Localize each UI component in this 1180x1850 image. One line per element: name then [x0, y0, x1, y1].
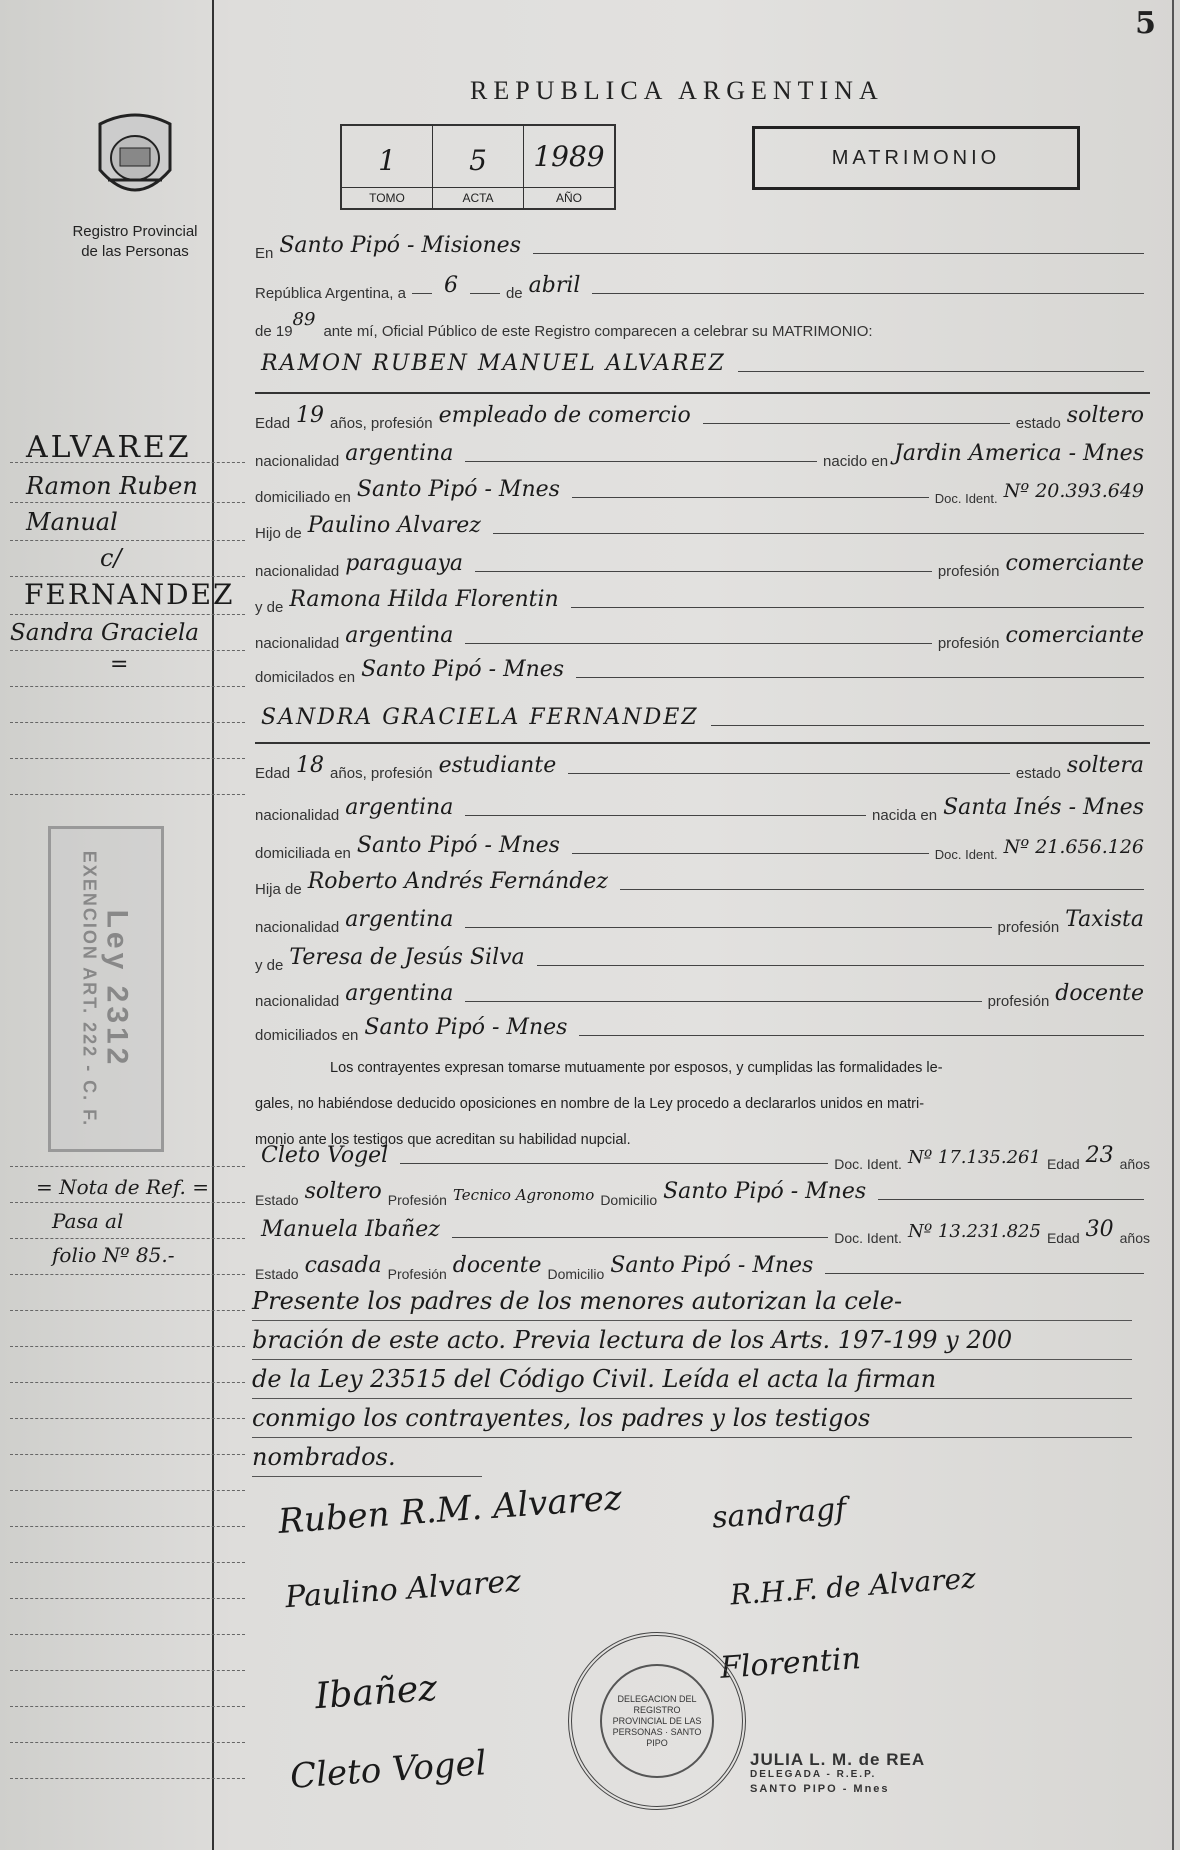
reference-note-line-2: Pasa al: [52, 1209, 124, 1233]
doc-label: Doc. Ident.: [934, 491, 998, 506]
domicilados-label: domicilados en: [255, 669, 356, 686]
bride-name: SANDRA GRACIELA FERNANDEZ: [261, 705, 699, 730]
signature-groom-mother: R.H.F. de Alvarez: [729, 1561, 977, 1612]
groom-edad: 19: [296, 403, 325, 428]
groom-nacionalidad: argentina: [345, 441, 454, 466]
domiciliado-label: domiciliado en: [255, 489, 351, 506]
groom-father-nac-row: [255, 546, 1150, 580]
groom-doc: Nº 20.393.649: [1003, 480, 1144, 502]
groom-nacido-en: Jardin America - Mnes: [894, 441, 1144, 466]
doc-label: Doc. Ident.: [934, 847, 998, 862]
margin-rule: [10, 1310, 245, 1311]
margin-given-1b: Manual: [26, 508, 118, 536]
groom-domicilio: Santo Pipó - Mnes: [356, 477, 560, 502]
profesion-label: Profesión: [387, 1266, 447, 1282]
bride-mother-nac: argentina: [345, 981, 454, 1006]
witness-2-domicilio: Santo Pipó - Mnes: [610, 1253, 814, 1278]
margin-rule: [10, 1742, 245, 1743]
edad-label: Edad: [255, 415, 291, 432]
page-number: 5: [1135, 6, 1156, 41]
estado-label: estado: [1015, 415, 1061, 432]
declaration-line-1: Los contrayentes expresan tomarse mutuamente por esposos, y cumplidas las formalidades le-: [330, 1060, 943, 1076]
bride-father: Roberto Andrés Fernández: [307, 869, 608, 894]
margin-rule: [10, 1562, 245, 1563]
acta-label: ACTA: [433, 187, 523, 208]
signature-witness-2: Ibañez: [313, 1667, 439, 1718]
bride-mother-nac-row: [255, 976, 1150, 1010]
witness-2-edad: 30: [1085, 1217, 1114, 1242]
registry-line-1: Registro Provincial: [72, 223, 198, 240]
margin-rule: [10, 1634, 245, 1635]
witness-2-profesion: docente: [452, 1253, 542, 1278]
bride-nacionalidad: argentina: [345, 795, 454, 820]
groom-father-prof: comerciante: [1005, 551, 1144, 576]
groom-mother-nac-row: [255, 618, 1150, 652]
margin-rule: [10, 794, 245, 795]
seal-inner: [600, 1664, 714, 1778]
bride-estado: soltera: [1066, 753, 1144, 778]
groom-mother: Ramona Hilda Florentin: [289, 587, 559, 612]
margin-rule: [10, 650, 245, 651]
groom-profesion: empleado de comercio: [438, 403, 691, 428]
domicilio-label: Domicilio: [547, 1266, 605, 1282]
year-value: 89: [292, 309, 316, 330]
estado-label: Estado: [255, 1192, 299, 1208]
de-label: de: [505, 285, 523, 302]
margin-rule: [10, 1274, 245, 1275]
nacido-label: nacido en: [823, 453, 889, 470]
tomo-cell: [342, 126, 433, 208]
doc-label: Doc. Ident.: [834, 1230, 902, 1246]
acta-cell: [433, 126, 524, 208]
reference-note-line-3: folio Nº 85.-: [52, 1243, 175, 1267]
margin-rule: [10, 1490, 245, 1491]
estado-label: estado: [1015, 765, 1061, 782]
witness-1-estado: soltero: [304, 1179, 382, 1204]
stamp-exemption: EXENCION ART. 222 - C. F.: [79, 850, 100, 1128]
nacionalidad-label: nacionalidad: [255, 635, 340, 652]
signature-groom: Ruben R.M. Alvarez: [277, 1478, 624, 1542]
tomo-label: TOMO: [342, 187, 432, 208]
margin-rule: [10, 1526, 245, 1527]
en-label: En: [255, 245, 274, 262]
witness-1-detail-row: [255, 1174, 1150, 1208]
witness-1-domicilio: Santo Pipó - Mnes: [663, 1179, 867, 1204]
bride-parents-dom: Santo Pipó - Mnes: [364, 1015, 568, 1040]
bride-name-row: [255, 700, 1150, 734]
notes-block: [252, 1282, 1132, 1477]
official-place: SANTO PIPO - Mnes: [750, 1783, 890, 1795]
profesion-label: profesión: [987, 993, 1050, 1010]
day-value: 6: [443, 273, 458, 298]
record-type-box: [752, 126, 1080, 190]
witness-2-estado: casada: [304, 1253, 382, 1278]
margin-equals: =: [110, 652, 129, 677]
bride-profesion: estudiante: [438, 753, 557, 778]
groom-father-row: [255, 508, 1150, 542]
margin-surname-1: ALVAREZ: [26, 430, 192, 465]
margin-rule-right: [1172, 0, 1174, 1850]
bride-edad: 18: [296, 753, 325, 778]
groom-name: RAMON RUBEN MANUEL ALVAREZ: [261, 351, 726, 376]
registry-name: [40, 222, 230, 262]
estado-label: Estado: [255, 1266, 299, 1282]
margin-rule: [10, 722, 245, 723]
witness-1-doc: Nº 17.135.261: [907, 1147, 1041, 1168]
margin-rule: [10, 576, 245, 577]
bride-nac-row: [255, 790, 1150, 824]
exemption-stamp: [48, 826, 164, 1152]
profesion-label: Profesión: [387, 1192, 447, 1208]
witness-1-edad: 23: [1085, 1143, 1114, 1168]
reference-note-line-1: = Nota de Ref. =: [36, 1175, 210, 1199]
bride-father-nac: argentina: [345, 907, 454, 932]
record-type: MATRIMONIO: [831, 146, 1001, 169]
official-stamp: [750, 1752, 925, 1797]
republica-label: República Argentina, a: [255, 285, 406, 302]
bride-doc: Nº 21.656.126: [1003, 836, 1144, 858]
witness-2-name: Manuela Ibañez: [261, 1217, 440, 1242]
bride-domicilio: Santo Pipó - Mnes: [356, 833, 560, 858]
tomo-value: 1: [378, 144, 396, 177]
witness-2-row: [255, 1212, 1150, 1246]
de19-label: de 19: [255, 323, 293, 340]
margin-rule: [10, 1670, 245, 1671]
record-number-box: [340, 124, 616, 210]
hija-label: Hija de: [255, 881, 302, 898]
groom-section-rule: [255, 392, 1150, 394]
bride-edad-row: [255, 748, 1150, 782]
anio-label: AÑO: [524, 187, 614, 208]
groom-mother-prof: comerciante: [1005, 623, 1144, 648]
anio-value: 1989: [533, 140, 605, 173]
acta-value: 5: [469, 144, 487, 177]
signature-groom-father: Paulino Alvarez: [284, 1563, 523, 1616]
nacida-label: nacida en: [872, 807, 938, 824]
ante-mi-text: ante mí, Oficial Público de este Registro comparecen a celebrar su MATRIMONIO:: [323, 323, 873, 340]
date-row: [255, 268, 1150, 302]
margin-rule-left: [212, 0, 214, 1850]
note-line-3: de la Ley 23515 del Código Civil. Leída el acta la firman: [252, 1360, 1132, 1399]
official-name: JULIA L. M. de REA: [750, 1750, 926, 1769]
signature-witness-1: Cleto Vogel: [288, 1743, 488, 1797]
margin-rule: [10, 1454, 245, 1455]
margin-rule: [10, 686, 245, 687]
margin-rule: [10, 614, 245, 615]
anio-cell: [524, 126, 614, 208]
bride-nacida-en: Santa Inés - Mnes: [943, 795, 1144, 820]
official-seal: [568, 1632, 746, 1810]
bride-father-nac-row: [255, 902, 1150, 936]
groom-estado: soltero: [1066, 403, 1144, 428]
hijo-label: Hijo de: [255, 525, 302, 542]
stamp-law: Ley 2312: [100, 909, 134, 1069]
groom-parents-dom-row: [255, 652, 1150, 686]
signature-witness-mother: Florentin: [718, 1641, 862, 1686]
bride-dom-row: [255, 828, 1150, 862]
edad-label: Edad: [255, 765, 291, 782]
bride-mother-row: [255, 940, 1150, 974]
exemption-stamp-text: [79, 851, 134, 1127]
edad-label: Edad: [1046, 1230, 1080, 1246]
y-de-label: y de: [255, 599, 284, 616]
anos-label: años: [1119, 1230, 1150, 1246]
margin-rule: [10, 1598, 245, 1599]
page-title: REPUBLICA ARGENTINA: [470, 76, 884, 105]
anos-profesion-label: años, profesión: [330, 765, 433, 782]
margin-rule: [10, 1706, 245, 1707]
nacionalidad-label: nacionalidad: [255, 807, 340, 824]
margin-rule: [10, 462, 245, 463]
margin-given-1: Ramon Ruben: [26, 472, 198, 500]
nacionalidad-label: nacionalidad: [255, 993, 340, 1010]
margin-rule: [10, 540, 245, 541]
place-row: [255, 228, 1150, 262]
anos-profesion-label: años, profesión: [330, 415, 433, 432]
margin-rule: [10, 1382, 245, 1383]
bride-father-prof: Taxista: [1065, 907, 1144, 932]
groom-name-row: [255, 346, 1150, 380]
year-row: [255, 306, 1150, 340]
note-line-2: bración de este acto. Previa lectura de los Arts. 197-199 y 200: [252, 1321, 1132, 1360]
anos-label: años: [1119, 1156, 1150, 1172]
domicilio-label: Domicilio: [600, 1192, 658, 1208]
margin-given-2: Sandra Graciela: [10, 620, 200, 646]
nacionalidad-label: nacionalidad: [255, 563, 340, 580]
declaration-line-2: gales, no habiéndose deducido oposiciones en nombre de la Ley procedo a declararlos unidos en matri-: [255, 1096, 925, 1112]
groom-mother-row: [255, 582, 1150, 616]
profesion-label: profesión: [937, 563, 1000, 580]
groom-mother-nac: argentina: [345, 623, 454, 648]
official-role: DELEGADA - R.E.P.: [750, 1769, 877, 1780]
margin-rule: [10, 1778, 245, 1779]
note-line-4: conmigo los contrayentes, los padres y los testigos: [252, 1399, 1132, 1438]
bride-mother-prof: docente: [1055, 981, 1144, 1006]
bride-parents-dom-row: [255, 1010, 1150, 1044]
bride-father-row: [255, 864, 1150, 898]
witness-1-name: Cleto Vogel: [261, 1143, 389, 1168]
nacionalidad-label: nacionalidad: [255, 453, 340, 470]
margin-rule: [10, 502, 245, 503]
month-value: abril: [528, 273, 581, 298]
note-line-5: nombrados.: [252, 1438, 482, 1477]
declaration-line-3: monio ante los testigos que acreditan su habilidad nupcial.: [255, 1132, 631, 1148]
margin-rule: [10, 1418, 245, 1419]
margin-surname-2: FERNANDEZ: [24, 578, 235, 611]
profesion-label: profesión: [997, 919, 1060, 936]
groom-edad-row: [255, 398, 1150, 432]
witness-1-row: [255, 1138, 1150, 1172]
margin-conj: c/: [100, 544, 122, 572]
edad-label: Edad: [1046, 1156, 1080, 1172]
margin-rule: [10, 758, 245, 759]
witness-1-profesion: Tecnico Agronomo: [452, 1186, 595, 1204]
signature-bride: sandragf: [710, 1491, 848, 1536]
reference-note: [36, 1170, 209, 1272]
domiciliados-label: domiciliados en: [255, 1027, 359, 1044]
domiciliada-label: domiciliada en: [255, 845, 351, 862]
seal-text: DELEGACION DEL REGISTRO PROVINCIAL DE LAS PERSONAS · SANTO PIPO: [612, 1693, 702, 1748]
groom-parents-dom: Santo Pipó - Mnes: [361, 657, 565, 682]
note-line-1: Presente los padres de los menores autorizan la cele-: [252, 1282, 1132, 1321]
bride-section-rule: [255, 742, 1150, 744]
registry-line-2: de las Personas: [81, 243, 189, 260]
witness-2-doc: Nº 13.231.825: [907, 1221, 1041, 1242]
margin-rule: [10, 1346, 245, 1347]
doc-label: Doc. Ident.: [834, 1156, 902, 1172]
y-de-label: y de: [255, 957, 284, 974]
groom-father-nac: paraguaya: [345, 551, 463, 576]
nacionalidad-label: nacionalidad: [255, 919, 340, 936]
groom-father: Paulino Alvarez: [307, 513, 481, 538]
place-value: Santo Pipó - Misiones: [279, 233, 521, 258]
provincial-crest-icon: [90, 110, 180, 206]
witness-2-detail-row: [255, 1248, 1150, 1282]
groom-nac-row: [255, 436, 1150, 470]
margin-rule: [10, 1166, 245, 1167]
bride-mother: Teresa de Jesús Silva: [289, 945, 525, 970]
profesion-label: profesión: [937, 635, 1000, 652]
groom-dom-row: [255, 472, 1150, 506]
